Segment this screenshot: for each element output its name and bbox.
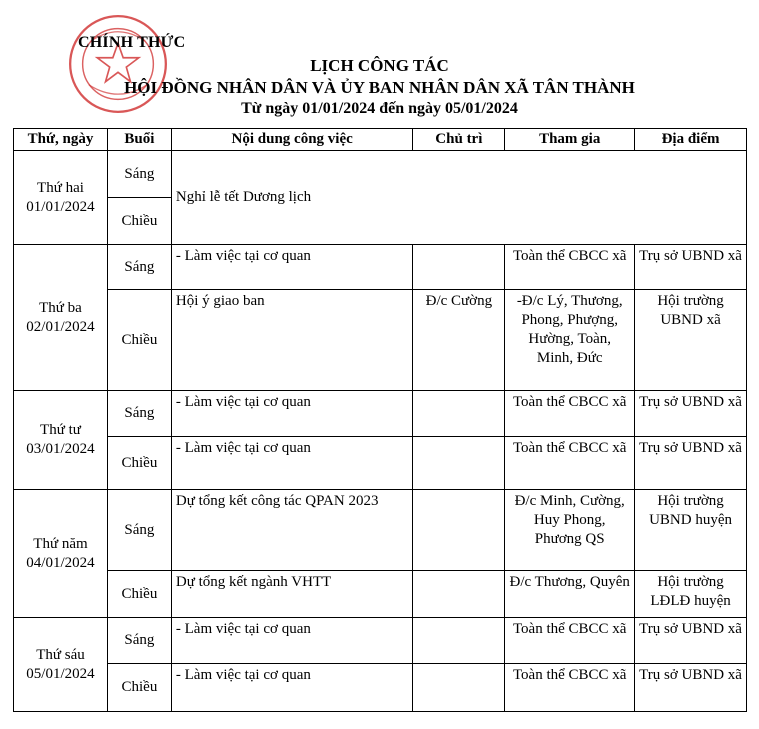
- location-cell: Trụ sở UBND xã: [635, 391, 747, 437]
- participants-cell: Toàn thể CBCC xã: [505, 391, 635, 437]
- session-cell: Chiều: [107, 571, 171, 618]
- location-cell: Hội trường LĐLĐ huyện: [635, 571, 747, 618]
- header-chair: Chủ trì: [413, 129, 505, 151]
- day-date: 03/01/2024: [26, 441, 95, 457]
- session-cell: Chiều: [107, 437, 171, 490]
- location-cell: Hội trường UBND huyện: [635, 490, 747, 571]
- day-date: 02/01/2024: [26, 318, 95, 335]
- day-name: Thứ sáu: [36, 646, 85, 663]
- header-session: Buổi: [107, 129, 171, 151]
- document-subtitle: HỘI ĐỒNG NHÂN DÂN VÀ ỦY BAN NHÂN DÂN XÃ TÂN THÀNH: [124, 78, 635, 97]
- day-cell: [14, 151, 108, 245]
- table-row: [14, 571, 747, 618]
- chair-cell: Đ/c Cường: [413, 290, 505, 391]
- day-cell: [14, 490, 108, 618]
- session-cell: Sáng: [107, 391, 171, 437]
- header-content: Nội dung công việc: [171, 129, 413, 151]
- table-row: [14, 618, 747, 664]
- day-name: Thứ hai: [37, 179, 84, 196]
- session-cell: Chiều: [107, 290, 171, 391]
- location-cell: Trụ sở UBND xã: [635, 245, 747, 290]
- header-participants: Tham gia: [505, 129, 635, 151]
- chair-cell: [413, 437, 505, 490]
- day-cell: [14, 618, 108, 712]
- table-row: [14, 151, 747, 198]
- location-cell: Trụ sở UBND xã: [635, 618, 747, 664]
- table-header-row: [14, 129, 747, 151]
- schedule-table: [13, 128, 747, 712]
- content-cell: - Làm việc tại cơ quan: [171, 437, 413, 490]
- chair-cell: [413, 391, 505, 437]
- table-row: [14, 664, 747, 712]
- participants-cell: Toàn thể CBCC xã: [505, 245, 635, 290]
- session-cell: Sáng: [107, 245, 171, 290]
- table-row: [14, 290, 747, 391]
- session-cell: Chiều: [107, 198, 171, 245]
- day-date: 04/01/2024: [26, 554, 95, 571]
- day-date: 05/01/2024: [26, 665, 95, 682]
- date-range: Từ ngày 01/01/2024 đến ngày 05/01/2024: [241, 100, 518, 117]
- table-row: [14, 490, 747, 571]
- participants-cell: Đ/c Thương, Quyên: [505, 571, 635, 618]
- chair-cell: [413, 664, 505, 712]
- session-cell: Chiều: [107, 664, 171, 712]
- table-row: [14, 391, 747, 437]
- chair-cell: [413, 245, 505, 290]
- day-name: Thứ tư: [40, 422, 81, 438]
- header-location: Địa điểm: [635, 129, 747, 151]
- chair-cell: [413, 571, 505, 618]
- participants-cell: Toàn thể CBCC xã: [505, 618, 635, 664]
- official-mark: CHÍNH THỨC: [78, 34, 186, 51]
- location-cell: Trụ sở UBND xã: [635, 664, 747, 712]
- participants-cell: Đ/c Minh, Cường, Huy Phong, Phương QS: [505, 490, 635, 571]
- session-cell: Sáng: [107, 490, 171, 571]
- content-cell: Dự tổng kết ngành VHTT: [171, 571, 413, 618]
- header-day: Thứ, ngày: [14, 129, 108, 151]
- holiday-content: Nghỉ lễ tết Dương lịch: [171, 151, 746, 245]
- day-cell: [14, 391, 108, 490]
- chair-cell: [413, 618, 505, 664]
- participants-cell: Toàn thể CBCC xã: [505, 664, 635, 712]
- session-cell: Sáng: [107, 618, 171, 664]
- day-name: Thứ ba: [39, 299, 82, 316]
- chair-cell: [413, 490, 505, 571]
- participants-cell: Toàn thể CBCC xã: [505, 437, 635, 490]
- content-cell: - Làm việc tại cơ quan: [171, 618, 413, 664]
- table-row: [14, 245, 747, 290]
- content-cell: - Làm việc tại cơ quan: [171, 664, 413, 712]
- document-title: LỊCH CÔNG TÁC: [310, 56, 449, 75]
- location-cell: Trụ sở UBND xã: [635, 437, 747, 490]
- day-date: 01/01/2024: [26, 198, 95, 215]
- content-cell: Hội ý giao ban: [171, 290, 413, 391]
- session-cell: Sáng: [107, 151, 171, 198]
- content-cell: Dự tổng kết công tác QPAN 2023: [171, 490, 413, 571]
- day-name: Thứ năm: [33, 535, 88, 552]
- participants-cell: -Đ/c Lý, Thương, Phong, Phượng, Hường, Toàn, Minh, Đức: [505, 290, 635, 391]
- location-cell: Hội trường UBND xã: [635, 290, 747, 391]
- content-cell: - Làm việc tại cơ quan: [171, 391, 413, 437]
- day-cell: [14, 245, 108, 391]
- content-cell: - Làm việc tại cơ quan: [171, 245, 413, 290]
- table-row: [14, 437, 747, 490]
